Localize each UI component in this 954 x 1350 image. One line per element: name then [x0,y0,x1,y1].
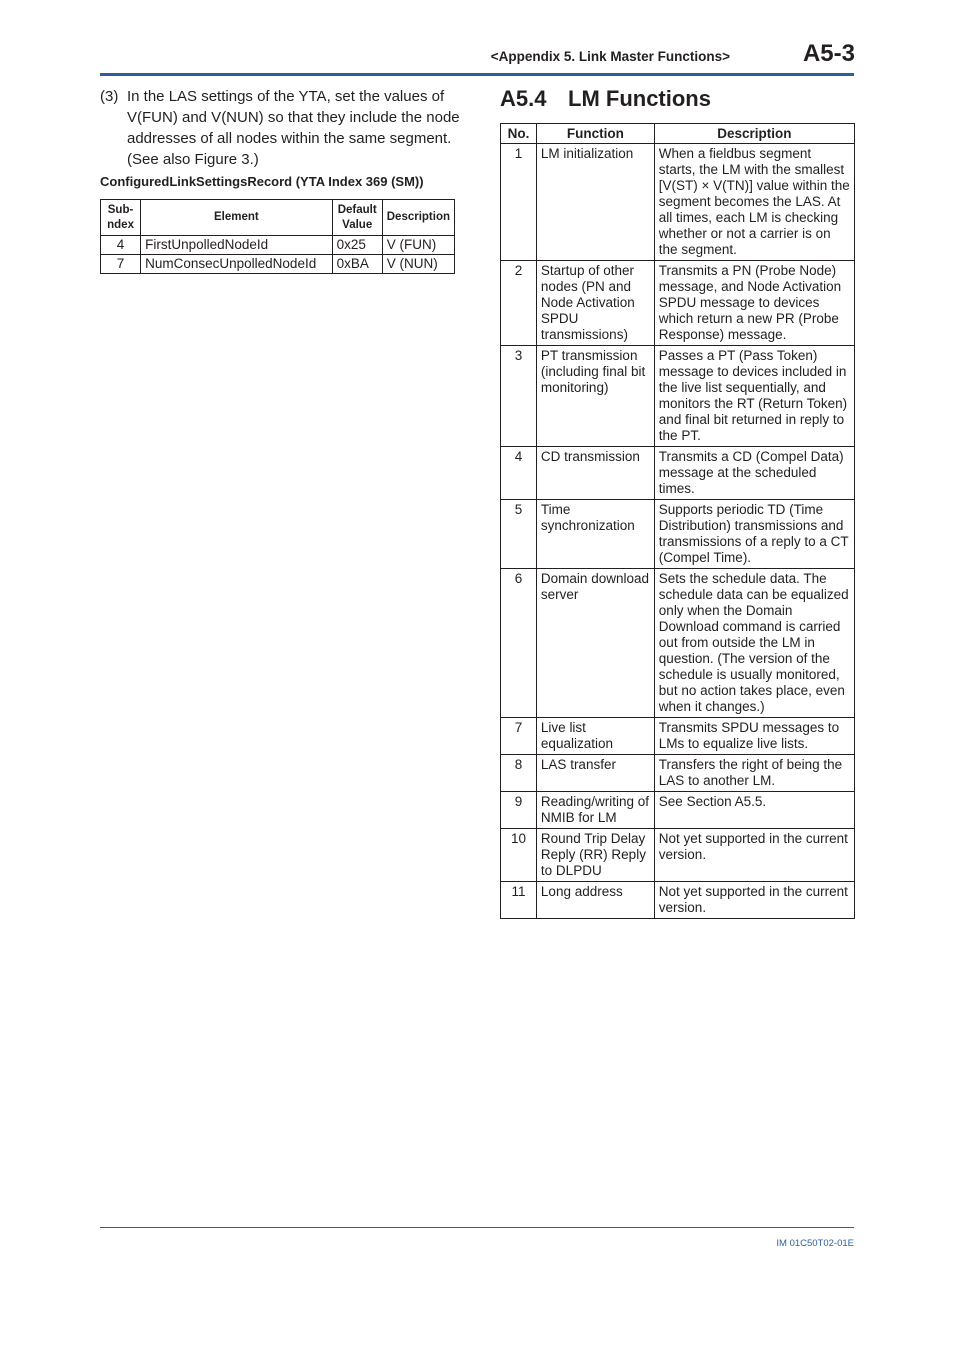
no-cell: 4 [501,447,537,500]
record-table-caption: ConfiguredLinkSettingsRecord (YTA Index 369 (SM)) [100,174,424,189]
step-number: (3) [100,88,119,105]
record-table-header-row [101,200,455,236]
table-row [501,755,855,792]
step-text: In the LAS settings of the YTA, set the values of V(FUN) and V(NUN) so that they include the node addresses of all nodes within the same segment. (See also Figure 3.) [127,88,460,168]
document-id: IM 01C50T02-01E [776,1238,854,1249]
header-cell: No. [501,124,537,144]
function-cell: Startup of other nodes (PN and Node Activation SPDU transmissions) [536,261,654,346]
table-row [501,718,855,755]
no-cell: 1 [501,144,537,261]
page-number: A5-3 [802,40,855,67]
lm-table-header-row [501,124,855,144]
table-row [101,255,455,274]
section-title: LM Functions [568,86,711,111]
running-header: <Appendix 5. Link Master Functions> [490,49,730,64]
function-cell: Time synchronization [536,500,654,569]
header-cell: Sub- ndex [101,200,141,236]
description-cell: Transmits a CD (Compel Data) message at the scheduled times. [654,447,854,500]
function-cell: Long address [536,882,654,919]
function-cell: LAS transfer [536,755,654,792]
no-cell: 6 [501,569,537,718]
no-cell: 3 [501,346,537,447]
subindex-cell: 7 [101,255,141,274]
header-cell: Default Value [332,200,382,236]
record-table [100,199,455,274]
table-row [501,346,855,447]
footer-rule [100,1227,854,1228]
no-cell: 5 [501,500,537,569]
description-cell: Transmits a PN (Probe Node) message, and Node Activation SPDU message to devices which return a new PR (Probe Response) message. [654,261,854,346]
description-cell: Sets the schedule data. The schedule data can be equalized only when the Domain Download command is carried out from outside the LM in question. (The version of the schedule is usually monitored, but no action takes place, even when it changes.) [654,569,854,718]
description-cell: Transfers the right of being the LAS to another LM. [654,755,854,792]
function-cell: Live list equalization [536,718,654,755]
element-cell: FirstUnpolledNodeId [141,236,333,255]
function-cell: Round Trip Delay Reply (RR) Reply to DLPDU [536,829,654,882]
header-cell: Function [536,124,654,144]
function-cell: Reading/writing of NMIB for LM [536,792,654,829]
no-cell: 10 [501,829,537,882]
no-cell: 2 [501,261,537,346]
description-cell: V (FUN) [382,236,454,255]
no-cell: 8 [501,755,537,792]
table-row [101,236,455,255]
description-cell: Supports periodic TD (Time Distribution) transmissions and transmissions of a reply to a CT (Compel Time). [654,500,854,569]
description-cell: When a fieldbus segment starts, the LM with the smallest [V(ST) × V(TN)] value within the segment becomes the LAS. At all times, each LM is checking whether or not a carrier is on the segment. [654,144,854,261]
description-cell: Passes a PT (Pass Token) message to devices included in the live list sequentially, and monitors the RT (Return Token) and final bit returned in reply to the PT. [654,346,854,447]
table-row [501,829,855,882]
table-row [501,792,855,829]
lm-functions-table [500,123,855,919]
default-value-cell: 0xBA [332,255,382,274]
description-cell: See Section A5.5. [654,792,854,829]
element-cell: NumConsecUnpolledNodeId [141,255,333,274]
no-cell: 7 [501,718,537,755]
description-cell: Not yet supported in the current version. [654,882,854,919]
no-cell: 9 [501,792,537,829]
section-number: A5.4 [500,86,547,111]
table-row [501,882,855,919]
function-cell: LM initialization [536,144,654,261]
description-cell: V (NUN) [382,255,454,274]
default-value-cell: 0x25 [332,236,382,255]
function-cell: Domain download server [536,569,654,718]
section-heading [500,86,711,112]
table-row [501,500,855,569]
header-rule [100,73,854,76]
table-row [501,144,855,261]
table-row [501,261,855,346]
table-row [501,447,855,500]
description-cell: Transmits SPDU messages to LMs to equalize live lists. [654,718,854,755]
header-cell: Element [141,200,333,236]
function-cell: CD transmission [536,447,654,500]
subindex-cell: 4 [101,236,141,255]
header-cell: Description [654,124,854,144]
table-row [501,569,855,718]
no-cell: 11 [501,882,537,919]
function-cell: PT transmission (including final bit monitoring) [536,346,654,447]
description-cell: Not yet supported in the current version. [654,829,854,882]
header-cell: Description [382,200,454,236]
